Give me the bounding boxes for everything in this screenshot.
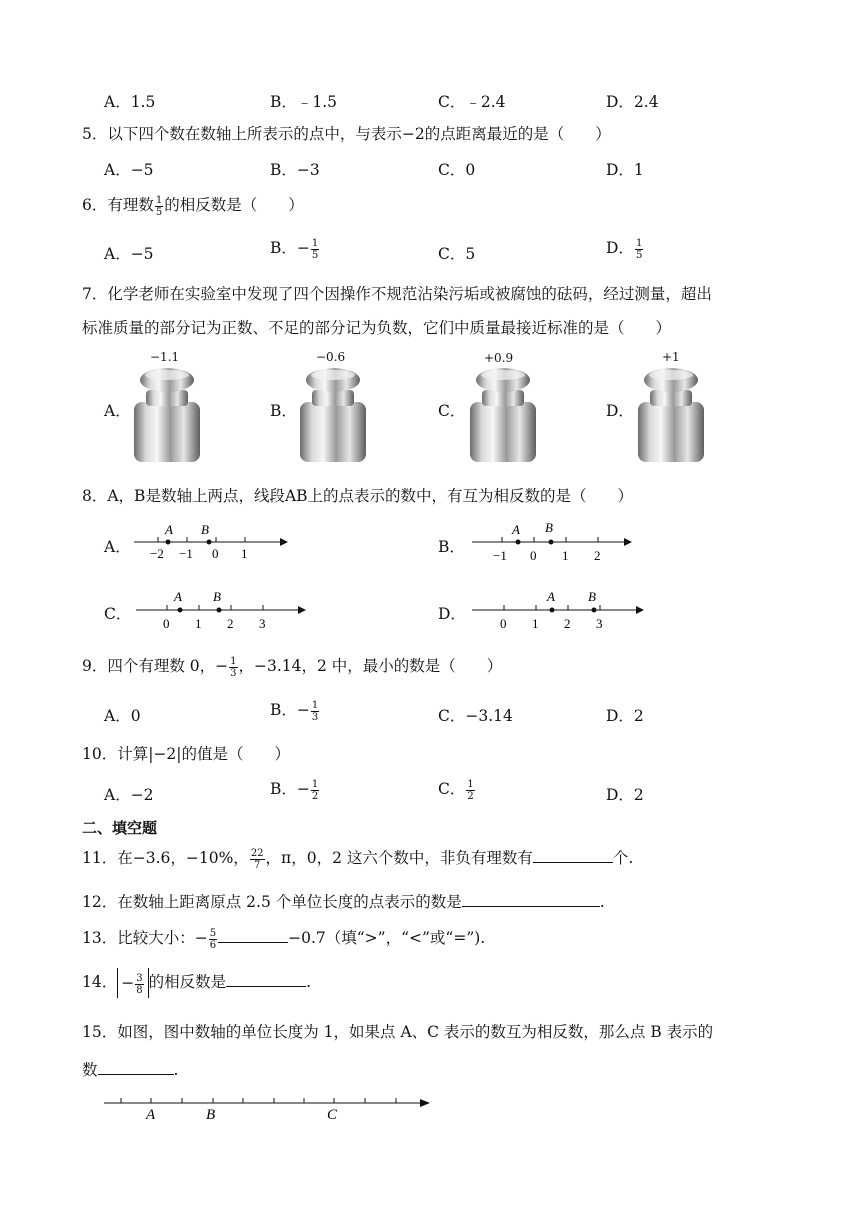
q4-option-b: B．﹣1.5 — [270, 93, 338, 111]
q7-option-a-value: −1.1 — [150, 350, 180, 364]
q8-d-point-b: B — [588, 589, 596, 604]
q13-answer-blank — [218, 928, 288, 943]
q8-b-point-b: B — [545, 520, 553, 535]
q5-option-b: B．−3 — [270, 161, 320, 179]
q8-option-d-numberline — [472, 584, 650, 632]
q8-option-a-letter: A． — [104, 538, 131, 556]
q7-option-c-letter: C． — [438, 402, 466, 420]
q4-option-d: D．2.4 — [606, 93, 659, 111]
q8-d-tick: 3 — [596, 616, 603, 631]
q4-option-a: A．1.5 — [104, 93, 156, 111]
q11: 11．在−3.6，−10%， $\frac{22}{7}$ ，π，0，2 这六个数中，非负有理数有 个. — [82, 847, 634, 871]
q6-fraction: $\frac{1}{5}$ — [155, 194, 163, 218]
q5-stem: 5．以下四个数在数轴上所表示的点中，与表示−2的点距离最近的是（ ） — [82, 125, 611, 143]
q8-c-point-b: B — [213, 589, 221, 604]
q8-a-point-a: A — [165, 522, 173, 537]
q8-d-tick: 0 — [500, 616, 507, 631]
q9-option-d: D．2 — [606, 707, 644, 725]
q10-option-d: D．2 — [606, 786, 644, 804]
q8-a-tick: 0 — [212, 546, 219, 561]
q15-label-b: B — [206, 1107, 216, 1123]
q6-option-a: A．−5 — [104, 245, 154, 263]
q7-weight-d-image — [636, 366, 706, 464]
q6-option-d: D． $\frac{1}{5}$ — [606, 237, 643, 261]
q5-option-c: C．0 — [438, 161, 476, 179]
q8-a-tick: −2 — [150, 546, 164, 561]
q8-a-point-b: B — [201, 522, 209, 537]
q5-option-d: D．1 — [606, 161, 644, 179]
q8-option-c-numberline — [136, 584, 312, 632]
q13: 13．比较大小：− $\frac{5}{6}$ −0.7（填“>”，“<”或“=”). — [82, 927, 486, 951]
q15-answer-blank — [98, 1060, 174, 1075]
q8-b-tick: 2 — [594, 548, 601, 563]
q7-stem-line2: 标准质量的部分记为正数、不足的部分记为负数，它们中质量最接近标准的是（ ） — [82, 319, 672, 337]
q9-option-c: C．−3.14 — [438, 707, 513, 725]
q7-weight-b-image — [298, 366, 368, 464]
q14-absolute-value: − $\frac{3}{8}$ — [117, 968, 148, 998]
q9-stem: 9．四个有理数 0，− $\frac{1}{3}$ ，−3.14，2 中，最小的数是（ ） — [82, 655, 503, 679]
q12: 12．在数轴上距离原点 2.5 个单位长度的点表示的数是 . — [82, 893, 605, 911]
q7-weight-a-image — [132, 366, 202, 464]
q7-weight-c-image — [468, 366, 538, 464]
q9-option-b: B．− $\frac{1}{3}$ — [270, 699, 319, 723]
q8-a-tick: 1 — [241, 546, 248, 561]
q7-option-c-value: +0.9 — [484, 351, 514, 365]
q15-label-a: A — [146, 1107, 156, 1123]
q6-option-c: C．5 — [438, 245, 476, 263]
q7-option-b-value: −0.6 — [316, 350, 346, 364]
q8-option-b-letter: B． — [438, 538, 465, 556]
q7-option-b-letter: B． — [270, 402, 297, 420]
q8-b-tick: −1 — [493, 548, 507, 563]
q8-a-tick: −1 — [179, 546, 193, 561]
q15-numberline — [100, 1090, 440, 1126]
q8-c-tick: 1 — [195, 616, 202, 631]
q8-d-point-a: A — [547, 589, 555, 604]
q11-answer-blank — [533, 848, 613, 863]
q15-line2: 数 . — [82, 1061, 179, 1079]
q8-c-point-a: A — [174, 589, 182, 604]
q14-answer-blank — [226, 972, 306, 987]
q4-option-c: C．﹣2.4 — [438, 93, 506, 111]
q10-option-c: C． $\frac{1}{2}$ — [438, 778, 474, 802]
q8-option-c-letter: C． — [104, 605, 132, 623]
q15-label-c: C — [327, 1107, 338, 1123]
q10-option-b: B．− $\frac{1}{2}$ — [270, 778, 319, 802]
q8-option-d-letter: D． — [438, 605, 466, 623]
q8-b-tick: 1 — [562, 548, 569, 563]
q8-stem: 8．A，B是数轴上两点，线段AB上的点表示的数中，有互为相反数的是（ ） — [82, 487, 634, 505]
q12-answer-blank — [462, 892, 600, 907]
section-heading: 二、填空题 — [82, 819, 158, 837]
q8-c-tick: 2 — [227, 616, 234, 631]
q7-option-d-value: +1 — [662, 350, 680, 364]
q6-option-b: B．− $\frac{1}{5}$ — [270, 237, 319, 261]
q5-option-a: A．−5 — [104, 161, 154, 179]
q7-option-a-letter: A． — [104, 402, 131, 420]
q8-c-tick: 0 — [163, 616, 170, 631]
q8-option-b-numberline — [472, 518, 638, 566]
q7-stem-line1: 7．化学老师在实验室中发现了四个因操作不规范沾染污垢或被腐蚀的砝码，经过测量，超出 — [82, 285, 712, 303]
q10-option-a: A．−2 — [104, 786, 154, 804]
q10-stem: 10．计算|−2|的值是（ ） — [82, 745, 291, 763]
q8-c-tick: 3 — [259, 616, 266, 631]
q8-d-tick: 2 — [564, 616, 571, 631]
q6-stem: 6．有理数 $\frac{1}{5}$ 的相反数是（ ） — [82, 194, 304, 218]
q9-option-a: A．0 — [104, 707, 141, 725]
q8-option-a-numberline — [134, 518, 294, 566]
q8-b-tick: 0 — [530, 548, 537, 563]
q8-b-point-a: A — [512, 522, 520, 537]
q7-option-d-letter: D． — [606, 402, 634, 420]
q15-line1: 15．如图，图中数轴的单位长度为 1，如果点 A、C 表示的数互为相反数，那么点 B 表示的 — [82, 1023, 714, 1041]
q8-d-tick: 1 — [532, 616, 539, 631]
q14: 14． − $\frac{3}{8}$ 的相反数是 . — [82, 968, 311, 998]
